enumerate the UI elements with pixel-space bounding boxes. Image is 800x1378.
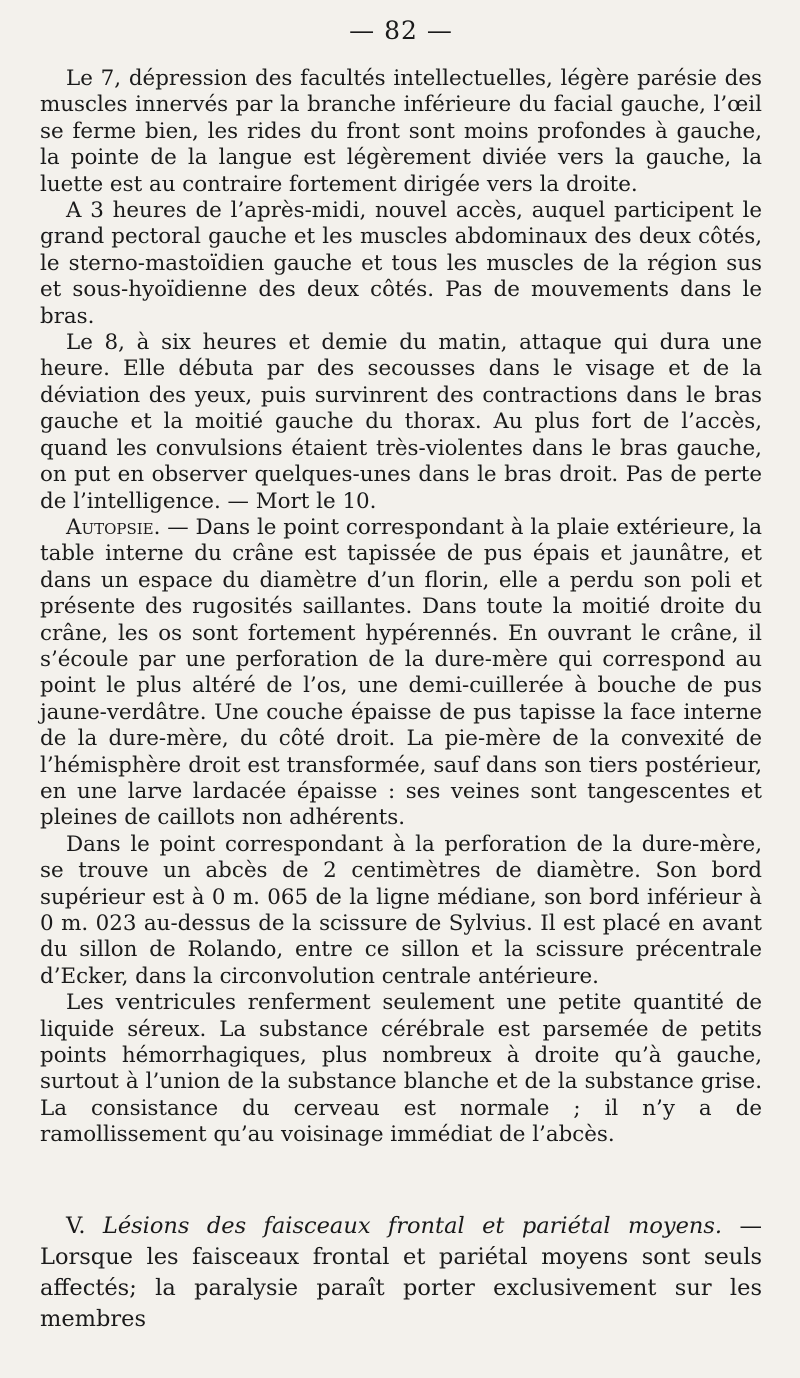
paragraph-day-8: Le 8, à six heures et demie du matin, attaque qui dura une heure. Elle débuta par des secousses dans le visage et de la déviation des yeux, puis survinrent des contractions dans le bras gauche et la moitié gauche du thorax. Au plus fort de l’accès, quand les convulsions étaient très-violentes dans le bras gauche, on put en observer quelques-unes dans le bras droit. Pas de perte de l’intelligence. — Mort le 10. [40, 330, 762, 514]
autopsy-label: Autopsie. [66, 514, 161, 540]
paragraph-afternoon-attack: A 3 heures de l’après-midi, nouvel accès, auquel participent le grand pectoral gauche et les muscles abdominaux des deux côtés, le sterno-mastoïdien gauche et tous les muscles de la région sus et sous-hyoïdienne des deux côtés. Pas de mouvements dans le bras. [40, 198, 762, 329]
paragraph-ventricles: Les ventricules renferment seulement une petite quantité de liquide séreux. La substance cérébrale est parsemée de petits points hémorrhagiques, plus nombreux à droite qu’à gauche, surtout à l’union de la substance blanche et de la substance grise. La consistance du cerveau est normale ; il n’y a de ramollissement qu’au voisinage immédiat de l’abcès. [40, 990, 762, 1148]
section-text: — Lorsque les faisceaux frontal et pariétal moyens sont seuls affectés; la paralysie paraît porter exclusivement sur les membres [40, 1212, 762, 1332]
section-number: V. [66, 1212, 86, 1239]
paragraph-day-7: Le 7, dépression des facultés intellectuelles, légère parésie des muscles innervés par la branche inférieure du facial gauche, l’œil se ferme bien, les rides du front sont moins profondes à gauche, la pointe de la langue est légèrement diviée vers la gauche, la luette est au contraire fortement dirigée vers la droite. [40, 66, 762, 197]
paragraph-autopsy [40, 515, 762, 832]
paragraph-abscess: Dans le point correspondant à la perforation de la dure-mère, se trouve un abcès de 2 centimètres de diamètre. Son bord supérieur est à 0 m. 065 de la ligne médiane, son bord inférieur à 0 m. 023 au-dessus de la scissure de Sylvius. Il est placé en avant du sillon de Rolando, entre ce sillon et la scissure précentrale d’Ecker, dans la circonvolution centrale antérieure. [40, 831, 762, 989]
page-number: — 82 — [349, 16, 453, 45]
section-v [40, 1211, 762, 1335]
autopsy-text: — Dans le point correspondant à la plaie extérieure, la table interne du crâne est tapissée de pus épais et jaunâtre, et dans un espace du diamètre d’un florin, elle a perdu son poli et présente des rugosités saillantes. Dans toute la moitié droite du crâne, les os sont fortement hypérennés. En ouvrant le crâne, il s’écoule par une perforation de la dure-mère qui correspond au point le plus altéré de l’os, une demi-cuillerée à bouche de pus jaune-verdâtre. Une couche épaisse de pus tapisse la face interne de la dure-mère, du côté droit. La pie-mère de la convexité de l’hémisphère droit est transformée, sauf dans son tiers postérieur, en une larve lardacée épaisse : ses veines sont tangescentes et pleines de caillots non adhérents. [40, 514, 762, 831]
body-text [40, 66, 762, 1149]
section-title: Lésions des faisceaux frontal et pariétal moyens. [102, 1212, 723, 1239]
